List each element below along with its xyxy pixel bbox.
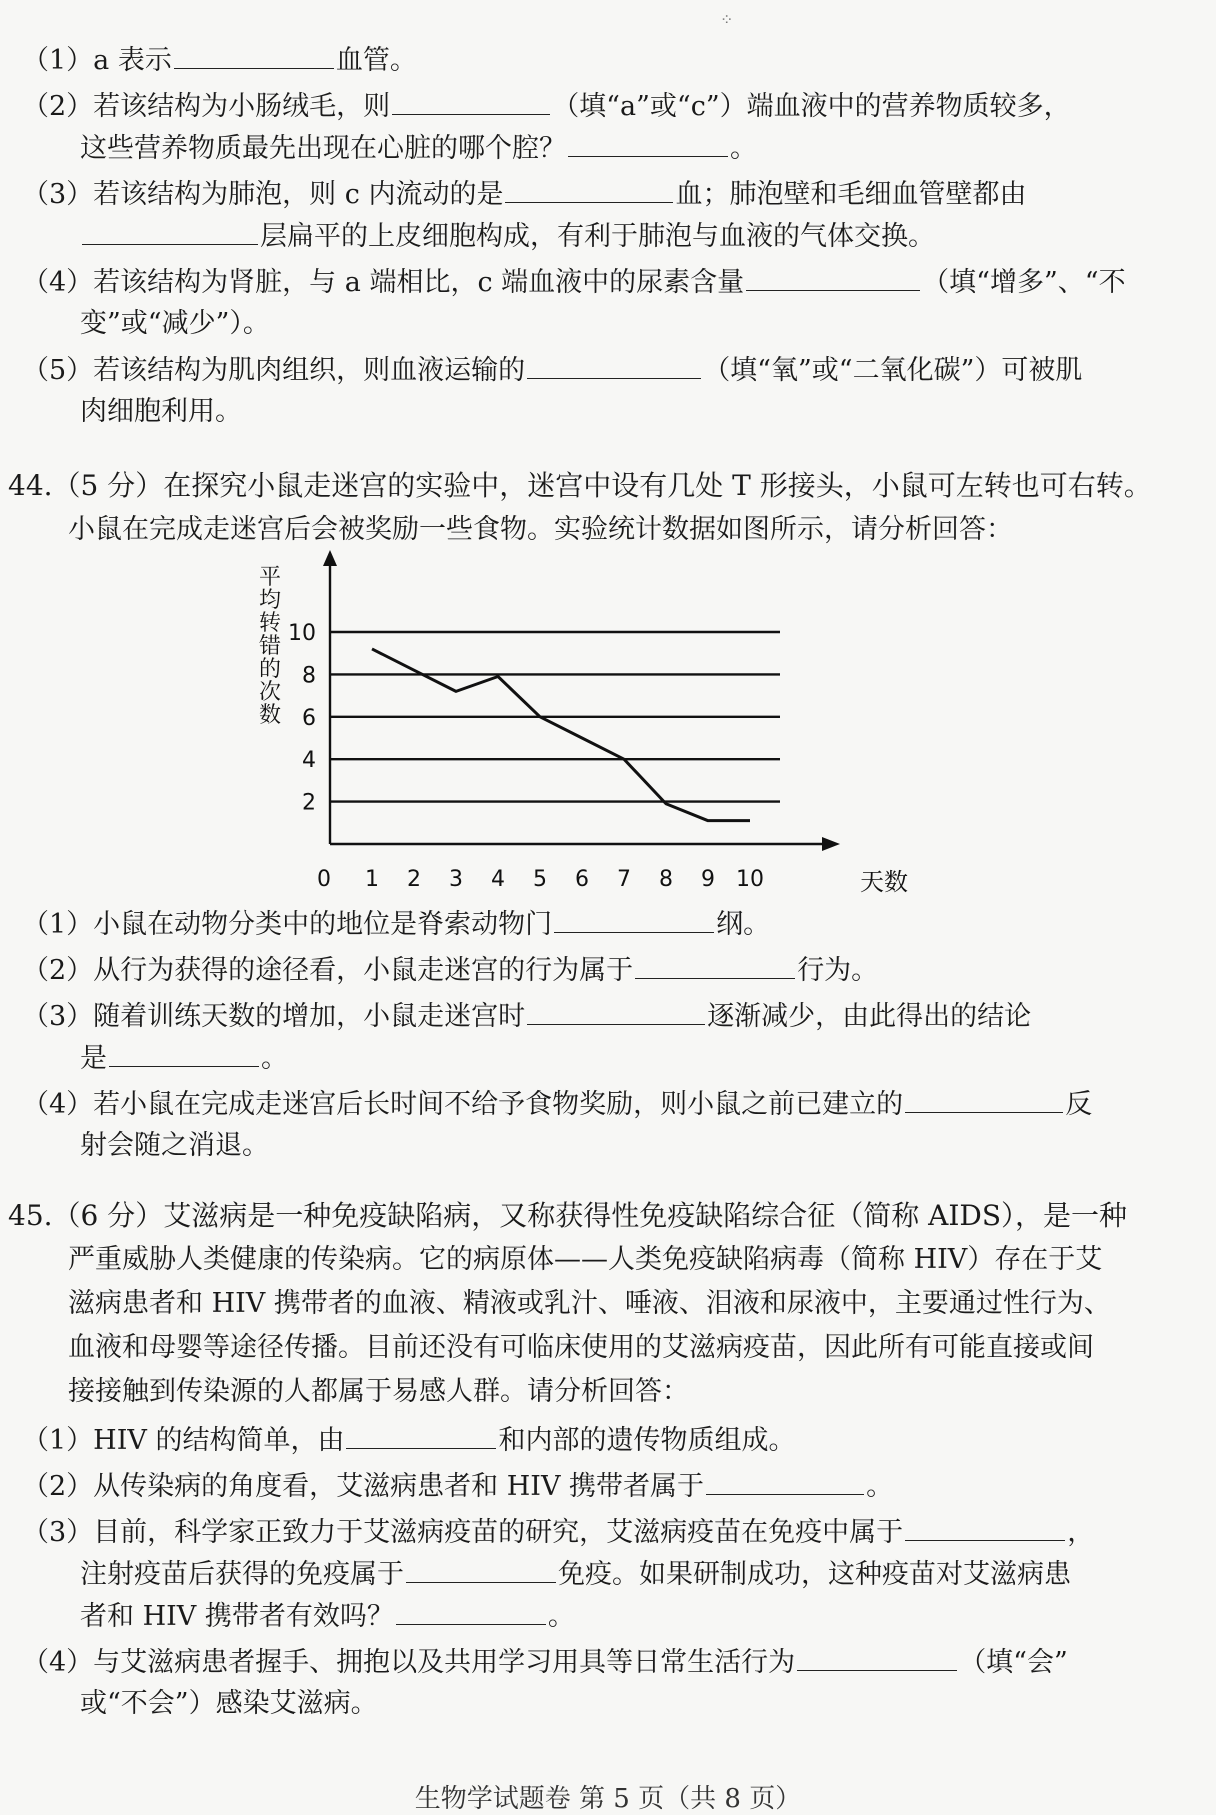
y-axis-label-char: 次 bbox=[258, 680, 282, 705]
answer-blank[interactable] bbox=[527, 996, 705, 1025]
q44-item-4-cont: 射会随之消退。 bbox=[80, 1130, 269, 1161]
q43-item-2-cont: 这些营养物质最先出现在心脏的哪个腔？ 。 bbox=[80, 128, 757, 169]
y-tick-label: 6 bbox=[302, 705, 316, 731]
x-tick-label: 3 bbox=[449, 867, 463, 892]
answer-blank[interactable] bbox=[174, 40, 334, 69]
x-axis-arrow-icon bbox=[822, 837, 840, 851]
q45-item-4-cont: 或“不会”）感染艾滋病。 bbox=[80, 1688, 378, 1719]
q45-item-4: （4）与艾滋病患者握手、拥抱以及共用学习用具等日常生活行为 （填“会” bbox=[22, 1642, 1068, 1683]
answer-blank[interactable] bbox=[746, 262, 920, 291]
x-tick-label: 0 bbox=[317, 867, 331, 892]
q44-item-3: （3）随着训练天数的增加，小鼠走迷宫时 逐渐减少，由此得出的结论 bbox=[22, 996, 1031, 1037]
answer-blank[interactable] bbox=[706, 1466, 864, 1495]
answer-blank[interactable] bbox=[406, 1554, 556, 1583]
q45-paragraph-line-1: 45.（6 分）艾滋病是一种免疫缺陷病，又称获得性免疫缺陷综合征（简称 AIDS），是一种 bbox=[8, 1199, 1128, 1232]
y-axis-arrow-icon bbox=[323, 550, 337, 566]
x-tick-label: 10 bbox=[736, 867, 764, 892]
q43-item-3: （3）若该结构为肺泡，则 c 内流动的是 血；肺泡壁和毛细血管壁都由 bbox=[22, 174, 1026, 215]
answer-blank[interactable] bbox=[554, 904, 714, 933]
y-tick-label: 8 bbox=[302, 663, 316, 689]
answer-blank[interactable] bbox=[396, 1596, 546, 1625]
answer-blank[interactable] bbox=[109, 1038, 259, 1067]
q45-paragraph-line-4: 血液和母婴等途径传播。目前还没有可临床使用的艾滋病疫苗，因此所有可能直接或间 bbox=[68, 1332, 1094, 1363]
x-tick-label: 6 bbox=[575, 867, 589, 892]
y-axis-label-char: 的 bbox=[258, 657, 282, 682]
x-tick-label: 8 bbox=[659, 867, 673, 892]
answer-blank[interactable] bbox=[635, 950, 795, 979]
x-tick-label: 9 bbox=[701, 867, 715, 892]
y-axis-label-char: 错 bbox=[258, 634, 282, 659]
mouse-maze-line-chart bbox=[240, 548, 940, 898]
answer-blank[interactable] bbox=[568, 128, 728, 157]
q44-item-2: （2）从行为获得的途径看，小鼠走迷宫的行为属于 行为。 bbox=[22, 950, 878, 991]
x-tick-label: 1 bbox=[365, 867, 379, 892]
answer-blank[interactable] bbox=[82, 216, 258, 245]
q43-item-2: （2）若该结构为小肠绒毛，则 （填“a”或“c”）端血液中的营养物质较多， bbox=[22, 86, 1071, 127]
q44-item-4: （4）若小鼠在完成走迷宫后长时间不给予食物奖励，则小鼠之前已建立的 反 bbox=[22, 1084, 1092, 1125]
q45-item-3-cont-2: 者和 HIV 携带者有效吗？ 。 bbox=[80, 1596, 575, 1637]
q45-item-2: （2）从传染病的角度看，艾滋病患者和 HIV 携带者属于 。 bbox=[22, 1466, 893, 1507]
x-tick-label: 4 bbox=[491, 867, 505, 892]
q43-item-5: （5）若该结构为肌肉组织，则血液运输的 （填“氧”或“二氧化碳”）可被肌 bbox=[22, 350, 1082, 391]
q44-intro-line-2: 小鼠在完成走迷宫后会被奖励一些食物。实验统计数据如图所示，请分析回答： bbox=[68, 514, 1013, 545]
q43-item-3-cont: 层扁平的上皮细胞构成，有利于肺泡与血液的气体交换。 bbox=[80, 216, 935, 257]
q44-item-3-cont: 是 。 bbox=[80, 1038, 288, 1079]
q43-item-5-cont: 肉细胞利用。 bbox=[80, 396, 242, 427]
page-footer: 生物学试题卷 第 5 页（共 8 页） bbox=[414, 1784, 802, 1814]
y-tick-label: 10 bbox=[288, 621, 316, 646]
x-axis-label: 天数 bbox=[860, 868, 908, 896]
y-tick-label: 2 bbox=[302, 790, 316, 816]
y-tick-label: 4 bbox=[302, 748, 316, 774]
q44-item-1: （1）小鼠在动物分类中的地位是脊索动物门 纲。 bbox=[22, 904, 770, 945]
answer-blank[interactable] bbox=[905, 1084, 1063, 1113]
q43-item-1: （1）a 表示 血管。 bbox=[22, 40, 417, 81]
q45-item-3: （3）目前，科学家正致力于艾滋病疫苗的研究，艾滋病疫苗在免疫中属于 ， bbox=[22, 1512, 1094, 1553]
q45-item-3-cont: 注射疫苗后获得的免疫属于 免疫。如果研制成功，这种疫苗对艾滋病患 bbox=[80, 1554, 1071, 1595]
y-axis-label-char: 平 bbox=[258, 565, 282, 590]
x-tick-label: 5 bbox=[533, 867, 547, 892]
q43-item-4: （4）若该结构为肾脏，与 a 端相比，c 端血液中的尿素含量 （填“增多”、“不 bbox=[22, 262, 1126, 303]
q45-paragraph-line-2: 严重威胁人类健康的传染病。它的病原体——人类免疫缺陷病毒（简称 HIV）存在于艾 bbox=[68, 1244, 1103, 1275]
x-tick-label: 7 bbox=[617, 867, 631, 892]
q45-paragraph-line-5: 接接触到传染源的人都属于易感人群。请分析回答： bbox=[68, 1376, 689, 1407]
x-tick-label: 2 bbox=[407, 867, 421, 892]
q45-paragraph-line-3: 滋病患者和 HIV 携带者的血液、精液或乳汁、唾液、泪液和尿液中，主要通过性行为、 bbox=[68, 1288, 1111, 1319]
scan-speck-icon: ⁘ bbox=[720, 10, 734, 29]
answer-blank[interactable] bbox=[346, 1420, 496, 1449]
answer-blank[interactable] bbox=[505, 174, 673, 203]
y-axis-label-char: 均 bbox=[258, 588, 282, 613]
answer-blank[interactable] bbox=[797, 1642, 957, 1671]
answer-blank[interactable] bbox=[392, 86, 550, 115]
q45-item-1: （1）HIV 的结构简单，由 和内部的遗传物质组成。 bbox=[22, 1420, 795, 1461]
answer-blank[interactable] bbox=[905, 1512, 1065, 1541]
answer-blank[interactable] bbox=[527, 350, 701, 379]
q43-item-4-cont: 变”或“减少”）。 bbox=[80, 308, 270, 339]
y-axis-label-char: 转 bbox=[258, 611, 282, 636]
y-axis-label-char: 数 bbox=[258, 703, 282, 728]
q44-intro-line-1: 44.（5 分）在探究小鼠走迷宫的实验中，迷宫中设有几处 T 形接头，小鼠可左转也可右转。 bbox=[8, 469, 1152, 502]
